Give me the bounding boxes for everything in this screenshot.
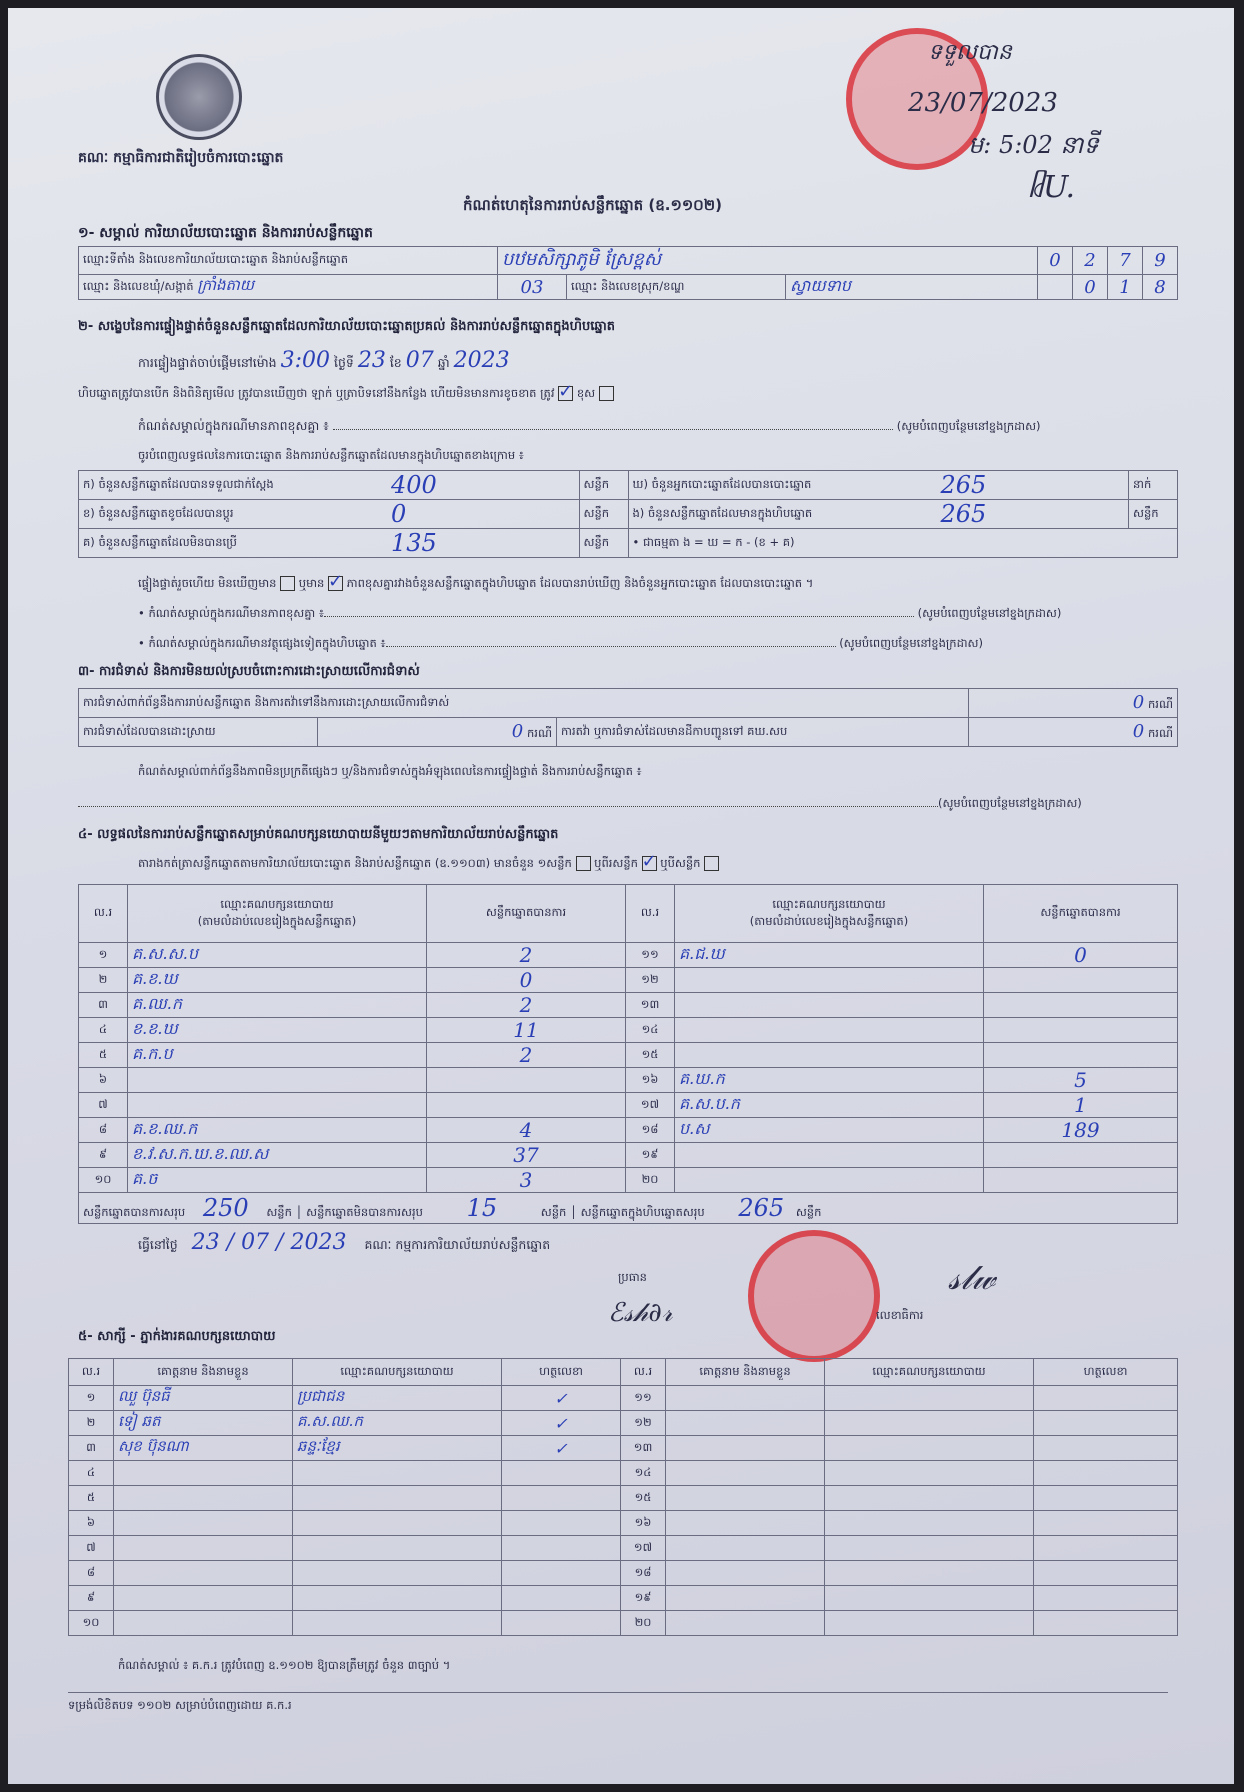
location-code-digit: 0 <box>1038 247 1073 275</box>
seal-damaged-checkbox[interactable] <box>599 386 614 401</box>
commune-number: 03 <box>498 275 567 300</box>
total-ballots-in-box: 265 <box>738 1194 785 1222</box>
witness-party <box>825 1536 1034 1561</box>
witness-name <box>666 1411 825 1436</box>
party-result-row <box>79 968 1178 993</box>
ballots-unused: 135 <box>387 529 579 558</box>
has-difference-checkbox[interactable] <box>328 576 343 591</box>
party-number: ១០ <box>79 1168 128 1193</box>
witness-name <box>114 1586 293 1611</box>
witness-signature: ✓ <box>502 1436 621 1461</box>
witness-signature: ✓ <box>502 1411 621 1436</box>
party-number: ១៥ <box>626 1043 675 1068</box>
witness-name <box>666 1536 825 1561</box>
party-number: ១៦ <box>626 1068 675 1093</box>
party-name <box>675 1018 984 1043</box>
witness-number: ១៤ <box>621 1461 666 1486</box>
start-time: 3:00 <box>280 348 331 373</box>
party-name: គ.ស.ប.ក <box>675 1093 984 1118</box>
party-votes <box>984 1018 1178 1043</box>
appeals-label: ការតវ៉ា ឬការជំទាស់ដែលមានដីកាបញ្ជូនទៅ គឃ.សប <box>557 718 969 747</box>
witness-number: ១៣ <box>621 1436 666 1461</box>
receipt-signature: ᥤU. <box>1028 170 1076 205</box>
location-label: ឈ្មោះទីតាំង និងលេខការិយាល័យបោះឆ្នោត និងរាប់សន្លឹកឆ្នោត <box>79 247 498 275</box>
tally-sheet-line: តារាងកត់ត្រាសន្លឹកឆ្នោតតាមការិយាល័យបោះឆ្នោត និងរាប់សន្លឹកឆ្នោត (ឧ.១១០៣) មានចំនួន ១សន្លឹក ឬពីរសន្លឹក ✓ ឬបីសន្លឹក <box>138 856 719 873</box>
witness-number: ១២ <box>621 1411 666 1436</box>
party-name <box>675 993 984 1018</box>
party-number: ១៧ <box>626 1093 675 1118</box>
party-result-row <box>79 1143 1178 1168</box>
party-result-row <box>79 1043 1178 1068</box>
witness-name <box>114 1536 293 1561</box>
start-year: 2023 <box>453 348 510 373</box>
witness-name <box>666 1561 825 1586</box>
signing-date-line: ធ្វើនៅថ្ងៃ 23 / 07 / 2023 គណៈ កម្មការការិយាល័យរាប់សន្លឹកឆ្នោត <box>138 1230 551 1255</box>
witness-signature <box>502 1536 621 1561</box>
footer-divider <box>68 1692 1168 1693</box>
witness-row <box>69 1411 1178 1436</box>
witness-name <box>114 1511 293 1536</box>
witness-party <box>825 1611 1034 1636</box>
witness-signature <box>1034 1611 1178 1636</box>
witness-number: ២ <box>69 1411 114 1436</box>
district-code-digit: 0 <box>1073 275 1108 300</box>
witness-number: ១៥ <box>621 1486 666 1511</box>
witness-party: គ.ស.ឈ.ក <box>293 1411 502 1436</box>
witness-party <box>293 1561 502 1586</box>
secretary-label: លេខាធិការ <box>876 1308 924 1322</box>
party-result-row <box>79 943 1178 968</box>
witness-party <box>293 1511 502 1536</box>
witness-party <box>825 1386 1034 1411</box>
witness-table <box>68 1358 1178 1636</box>
party-votes: 1 <box>984 1093 1178 1118</box>
district-label: ឈ្មោះ និងលេខស្រុក/ខណ្ឌ <box>567 275 786 300</box>
form-title: កំណត់ហេតុនៃការរាប់សន្លឹកឆ្នោត (ឧ.១១០២) <box>463 196 723 214</box>
formula: • ជាធម្មតា ង = ឃ = ក - (ខ + គ) <box>628 529 1178 558</box>
party-votes: 11 <box>427 1018 626 1043</box>
witness-number: ៥ <box>69 1486 114 1511</box>
witness-number: ៧ <box>69 1536 114 1561</box>
start-day: 23 <box>357 348 386 373</box>
total-invalid-votes: 15 <box>466 1194 498 1222</box>
ballot-count-table <box>78 470 1178 558</box>
party-number: ៧ <box>79 1093 128 1118</box>
party-votes <box>984 1143 1178 1168</box>
location-code-digit: 2 <box>1073 247 1108 275</box>
witness-name <box>666 1386 825 1411</box>
witness-row <box>69 1536 1178 1561</box>
witness-number: ១ <box>69 1386 114 1411</box>
party-result-row <box>79 1093 1178 1118</box>
witness-number: ៨ <box>69 1561 114 1586</box>
witness-party <box>293 1486 502 1511</box>
party-votes: 0 <box>984 943 1178 968</box>
party-votes: 3 <box>427 1168 626 1193</box>
witness-name <box>666 1436 825 1461</box>
party-number: ៣ <box>79 993 128 1018</box>
difference-note-line: កំណត់សម្គាល់ក្នុងករណីមានភាពខុសគ្នា ៖ (សូមបំពេញបន្ថែមនៅខ្នងក្រដាស) <box>138 418 1041 433</box>
location-code-digit: 7 <box>1108 247 1143 275</box>
witness-number: ១៨ <box>621 1561 666 1586</box>
footer-note: កំណត់សម្គាល់ ៖ គ.ក.រ ត្រូវបំពេញ ឧ.១១០២ ឱ្យបានត្រឹមត្រូវ ចំនួន ៣ច្បាប់ ។ <box>118 1658 451 1672</box>
irregularity-fill: (សូមបំពេញបន្ថែមនៅខ្នងក្រដាស) <box>78 796 1082 813</box>
party-name <box>675 968 984 993</box>
witness-row <box>69 1586 1178 1611</box>
witness-name <box>114 1486 293 1511</box>
party-result-row <box>79 1068 1178 1093</box>
witness-party <box>293 1461 502 1486</box>
party-name: គ.ជ.ឃ <box>675 943 984 968</box>
party-results-table <box>78 884 1178 1224</box>
ballot-count-row: ក) ចំនួនសន្លឹកឆ្នោតដែលបានទទួលជាក់ស្ដែង 400 សន្លឹក ឃ) ចំនួនអ្នកបោះឆ្នោតដែលបានបោះឆ្នោត 265 នាក់ <box>79 471 1178 500</box>
location-code-digit: 9 <box>1143 247 1178 275</box>
section1-title: ១- សម្គាល់ ការិយាល័យបោះឆ្នោត និងការរាប់សន្លឹកឆ្នោត <box>78 225 373 241</box>
witness-signature <box>1034 1436 1178 1461</box>
party-name: គ.ស.ស.ប <box>128 943 427 968</box>
party-number: ១៤ <box>626 1018 675 1043</box>
witness-signature <box>502 1461 621 1486</box>
witness-row <box>69 1461 1178 1486</box>
party-votes: 4 <box>427 1118 626 1143</box>
witness-party <box>293 1586 502 1611</box>
party-result-row <box>79 1018 1178 1043</box>
appeals-count: 0 <box>1132 721 1145 742</box>
signing-date: 23 / 07 / 2023 <box>191 1230 347 1255</box>
party-number: ៩ <box>79 1143 128 1168</box>
party-votes: 2 <box>427 943 626 968</box>
witness-row <box>69 1386 1178 1411</box>
org-name: គណៈ កម្មាធិការជាតិរៀបចំការបោះឆ្នោត <box>78 150 284 166</box>
objections-label: ការជំទាស់ពាក់ព័ន្ធនឹងការរាប់សន្លឹកឆ្នោត និងការតវ៉ាទៅនឹងការដោះស្រាយលើការជំទាស់ <box>79 689 969 718</box>
party-name <box>675 1043 984 1068</box>
witness-number: ៤ <box>69 1461 114 1486</box>
president-signature: ℰ𝓈𝒽∂𝓇 <box>608 1298 673 1328</box>
objections-table: ការជំទាស់ពាក់ព័ន្ធនឹងការរាប់សន្លឹកឆ្នោត និងការតវ៉ាទៅនឹងការដោះស្រាយលើការជំទាស់ 0 ករណី ការជំទាស់ដែលបានដោះស្រាយ 0 ករណី ការតវ៉ា ឬការជំទាស់ដែលមានដីកាបញ្ជូនទៅ គឃ.សប 0 ករណី <box>78 688 1178 747</box>
witness-name <box>114 1561 293 1586</box>
party-votes <box>427 1093 626 1118</box>
party-name <box>128 1068 427 1093</box>
seal-check-line: ហិបឆ្នោតត្រូវបានបើក និងពិនិត្យមើល ត្រូវបានឃើញថា ឡាក់ ឬត្រាបិទនៅនឹងកន្លែង ហើយមិនមានការខូចខាត ត្រូវ ✓ ខុស <box>78 386 614 403</box>
party-votes <box>427 1068 626 1093</box>
commune-value: ក្រាំងតាយ <box>197 276 255 294</box>
secretary-signature: 𝓈𝓁𝓌 <box>948 1258 996 1298</box>
president-label: ប្រធាន <box>618 1270 647 1284</box>
witness-number: ៣ <box>69 1436 114 1461</box>
party-name: ខ.វ.ស.ក.ឃ.ខ.ឈ.ស <box>128 1143 427 1168</box>
witness-party <box>825 1561 1034 1586</box>
party-number: ១៣ <box>626 993 675 1018</box>
ballot-count-row: ខ) ចំនួនសន្លឹកឆ្នោតខូចដែលបានប្ដូរ 0 សន្លឹក ង) ចំនួនសន្លឹកឆ្នោតដែលមានក្នុងហិបឆ្នោត 265 សន្លឹក <box>79 500 1178 529</box>
party-number: ១ <box>79 943 128 968</box>
party-votes <box>984 1168 1178 1193</box>
witness-party <box>825 1461 1034 1486</box>
ballots-received: 400 <box>387 471 579 500</box>
witness-row <box>69 1486 1178 1511</box>
witness-header-row: ល.រ គោត្តនាម និងនាមខ្លួន ឈ្មោះគណបក្សនយោបាយ ហត្ថលេខា ល.រ គោត្តនាម និងនាមខ្លួន ឈ្មោះគណបក្សនយោបាយ ហត្ថលេខា <box>69 1359 1178 1386</box>
witness-party: ប្រជាជន <box>293 1386 502 1411</box>
witness-party <box>825 1511 1034 1536</box>
objections-count: 0 <box>1132 692 1145 713</box>
section1-table <box>78 246 1178 300</box>
other-items-note: • កំណត់សម្គាល់ក្នុងករណីមានវត្ថុផ្សេងទៀតក្នុងហិបឆ្នោត ៖ (សូមបំពេញបន្ថែមនៅខ្នងក្រដាស) <box>138 636 983 650</box>
party-name <box>128 1093 427 1118</box>
party-name <box>675 1168 984 1193</box>
party-votes <box>984 1043 1178 1068</box>
party-name <box>675 1143 984 1168</box>
witness-signature <box>1034 1486 1178 1511</box>
party-name: ប.ស <box>675 1118 984 1143</box>
party-votes <box>984 993 1178 1018</box>
difference-check-line: ផ្ទៀងផ្ទាត់រួចហើយ មិនឃើញមាន ឬមាន ✓ ភាពខុសគ្នារវាងចំនួនសន្លឹកឆ្នោតក្នុងហិបឆ្នោត ដែលបានរាប់ឃើញ និងចំនួនអ្នកបោះឆ្នោត ដែលបានបោះឆ្នោត ។ <box>138 576 813 593</box>
location-value: បឋមសិក្សាភូមិ ស្រែខ្ពស់ <box>498 247 1038 275</box>
party-votes <box>984 968 1178 993</box>
witness-number: ៩ <box>69 1586 114 1611</box>
seal-ok-checkbox[interactable] <box>558 386 573 401</box>
party-name: គ.ឈ.ក <box>128 993 427 1018</box>
witness-signature <box>502 1511 621 1536</box>
witness-signature <box>1034 1461 1178 1486</box>
party-votes: 189 <box>984 1118 1178 1143</box>
party-number: ៤ <box>79 1018 128 1043</box>
footer-form-note: ទម្រង់លិខិតបទ ១១០២ សម្រាប់បំពេញដោយ គ.ក.រ <box>68 1698 292 1712</box>
witness-name <box>666 1461 825 1486</box>
section2-title: ២- សង្ខេបនៃការផ្ទៀងផ្ទាត់ចំនួនសន្លឹកឆ្នោតដែលការិយាល័យបោះឆ្នោតប្រគល់ និងការរាប់សន្លឹកឆ្នោតក្នុងហិបឆ្នោត <box>78 319 615 334</box>
party-number: ១៩ <box>626 1143 675 1168</box>
resolved-label: ការជំទាស់ដែលបានដោះស្រាយ <box>79 718 318 747</box>
witness-name <box>666 1611 825 1636</box>
form-page <box>8 8 1234 1784</box>
party-votes: 2 <box>427 993 626 1018</box>
witness-name <box>114 1611 293 1636</box>
witness-signature <box>1034 1586 1178 1611</box>
ballots-in-box: 265 <box>937 500 1129 529</box>
no-difference-checkbox[interactable] <box>280 576 295 591</box>
witness-party <box>825 1436 1034 1461</box>
party-votes: 2 <box>427 1043 626 1068</box>
witness-number: ១៩ <box>621 1586 666 1611</box>
receipt-line1: ទទួលបាន <box>928 40 1012 65</box>
one-sheet-checkbox[interactable] <box>576 856 591 871</box>
ballot-count-row: គ) ចំនួនសន្លឹកឆ្នោតដែលមិនបានប្រើ 135 សន្លឹក • ជាធម្មតា ង = ឃ = ក - (ខ + គ) <box>79 529 1178 558</box>
three-sheets-checkbox[interactable] <box>704 856 719 871</box>
receipt-line3: ម: 5:02 នាទី <box>968 131 1099 159</box>
two-sheets-checkbox[interactable] <box>642 856 657 871</box>
witness-number: ១៧ <box>621 1536 666 1561</box>
start-month: 07 <box>405 348 434 373</box>
section4-title: ៤- លទ្ធផលនៃការរាប់សន្លឹកឆ្នោតសម្រាប់គណបក្សនយោបាយនីមួយៗតាមការិយាល័យរាប់សន្លឹកឆ្នោត <box>78 827 559 842</box>
party-number: ១២ <box>626 968 675 993</box>
party-result-row <box>79 993 1178 1018</box>
witness-signature <box>1034 1511 1178 1536</box>
totals-row: សន្លឹកឆ្នោតបានការសរុប 250 សន្លឹក │ សន្លឹកឆ្នោតមិនបានការសរុប 15 សន្លឹក │ សន្លឹកឆ្នោតក្នុងហិបឆ្នោតសរុប 265 សន្លឹក <box>79 1193 1178 1224</box>
witness-party <box>825 1411 1034 1436</box>
commune-label: ឈ្មោះ និងលេខឃុំ/សង្កាត់ ក្រាំងតាយ <box>79 275 498 300</box>
witness-number: ៦ <box>69 1511 114 1536</box>
party-name: ខ.ខ.ឃ <box>128 1018 427 1043</box>
witness-row <box>69 1561 1178 1586</box>
party-votes: 0 <box>427 968 626 993</box>
difference-note-2: • កំណត់សម្គាល់ក្នុងករណីមានភាពខុសគ្នា ៖ (សូមបំពេញបន្ថែមនៅខ្នងក្រដាស) <box>138 606 1062 620</box>
witness-name: ឈួ ប៊ុនធី <box>114 1386 293 1411</box>
witness-name: សុខ ប៊ុនណា <box>114 1436 293 1461</box>
party-number: ២០ <box>626 1168 675 1193</box>
witness-signature <box>502 1586 621 1611</box>
witness-party <box>293 1536 502 1561</box>
party-number: ២ <box>79 968 128 993</box>
witness-row <box>69 1436 1178 1461</box>
witness-signature <box>1034 1411 1178 1436</box>
voters-voted: 265 <box>937 471 1129 500</box>
district-code-digit: 8 <box>1143 275 1178 300</box>
section3-title: ៣- ការជំទាស់ និងការមិនយល់ស្របចំពោះការដោះស្រាយលើការជំទាស់ <box>78 664 420 679</box>
witness-party <box>293 1611 502 1636</box>
party-name: គ.ឃ.ក <box>675 1068 984 1093</box>
receipt-line2: 23/07/2023 <box>908 88 1058 118</box>
results-header-row: ល.រ ឈ្មោះគណបក្សនយោបាយ (តាមលំដាប់លេខរៀងក្នុងសន្លឹកឆ្នោត) សន្លឹកឆ្នោតបានការ ល.រ ឈ្មោះគណបក្សនយោបាយ (តាមលំដាប់លេខរៀងក្នុងសន្លឹកឆ្នោត) សន្លឹកឆ្នោតបានការ <box>79 885 1178 943</box>
witness-number: ១០ <box>69 1611 114 1636</box>
district-value: ស្វាយទាប <box>786 275 1038 300</box>
witness-name <box>666 1486 825 1511</box>
party-name: គ.ខ.ឃ <box>128 968 427 993</box>
party-number: ៦ <box>79 1068 128 1093</box>
total-valid-votes: 250 <box>202 1194 249 1222</box>
party-name: គ.ខ.ឈ.ក <box>128 1118 427 1143</box>
party-number: ៨ <box>79 1118 128 1143</box>
witness-party: ឆន្ទៈខ្មែរ <box>293 1436 502 1461</box>
results-intro: ចូរបំពេញលទ្ធផលនៃការបោះឆ្នោត និងការរាប់សន្លឹកឆ្នោតដែលមានក្នុងហិបឆ្នោតខាងក្រោម ៖ <box>138 448 524 462</box>
witness-name <box>666 1511 825 1536</box>
party-result-row <box>79 1118 1178 1143</box>
party-number: ១៨ <box>626 1118 675 1143</box>
party-number: ៥ <box>79 1043 128 1068</box>
party-result-row <box>79 1168 1178 1193</box>
section5-title: ៥- សាក្សី - ភ្នាក់ងារគណបក្សនយោបាយ <box>78 1329 276 1344</box>
witness-signature <box>502 1486 621 1511</box>
party-number: ១១ <box>626 943 675 968</box>
witness-name: ទៀ ឆត <box>114 1411 293 1436</box>
resolved-count: 0 <box>511 721 524 742</box>
witness-row <box>69 1511 1178 1536</box>
district-code-digit: 1 <box>1108 275 1143 300</box>
official-stamp-bottom <box>748 1230 880 1362</box>
party-votes: 37 <box>427 1143 626 1168</box>
irregularity-note: កំណត់សម្គាល់ពាក់ព័ន្ធនឹងភាពមិនប្រក្រតីផ្សេងៗ ឬ/និងការជំទាស់ក្នុងអំឡុងពេលនៃការផ្ទៀងផ្ទាត់ និងការរាប់សន្លឹកឆ្នោត ៖ <box>138 764 642 778</box>
witness-signature <box>1034 1536 1178 1561</box>
witness-signature <box>1034 1561 1178 1586</box>
witness-number: ២០ <box>621 1611 666 1636</box>
witness-number: ១៦ <box>621 1511 666 1536</box>
start-time-line: ការផ្ទៀងផ្ទាត់ចាប់ផ្ដើមនៅម៉ោង 3:00 ថ្ងៃទី 23 ខែ 07 ឆ្នាំ 2023 <box>138 348 510 373</box>
witness-row <box>69 1611 1178 1636</box>
witness-signature <box>502 1561 621 1586</box>
witness-signature <box>502 1611 621 1636</box>
witness-party <box>825 1586 1034 1611</box>
party-name: គ.ក.ប <box>128 1043 427 1068</box>
nec-logo <box>156 54 242 140</box>
witness-name <box>666 1586 825 1611</box>
witness-party <box>825 1486 1034 1511</box>
witness-name <box>114 1461 293 1486</box>
party-name: គ.ច <box>128 1168 427 1193</box>
witness-signature: ✓ <box>502 1386 621 1411</box>
party-votes: 5 <box>984 1068 1178 1093</box>
witness-signature <box>1034 1386 1178 1411</box>
witness-number: ១១ <box>621 1386 666 1411</box>
ballots-spoiled: 0 <box>387 500 579 529</box>
